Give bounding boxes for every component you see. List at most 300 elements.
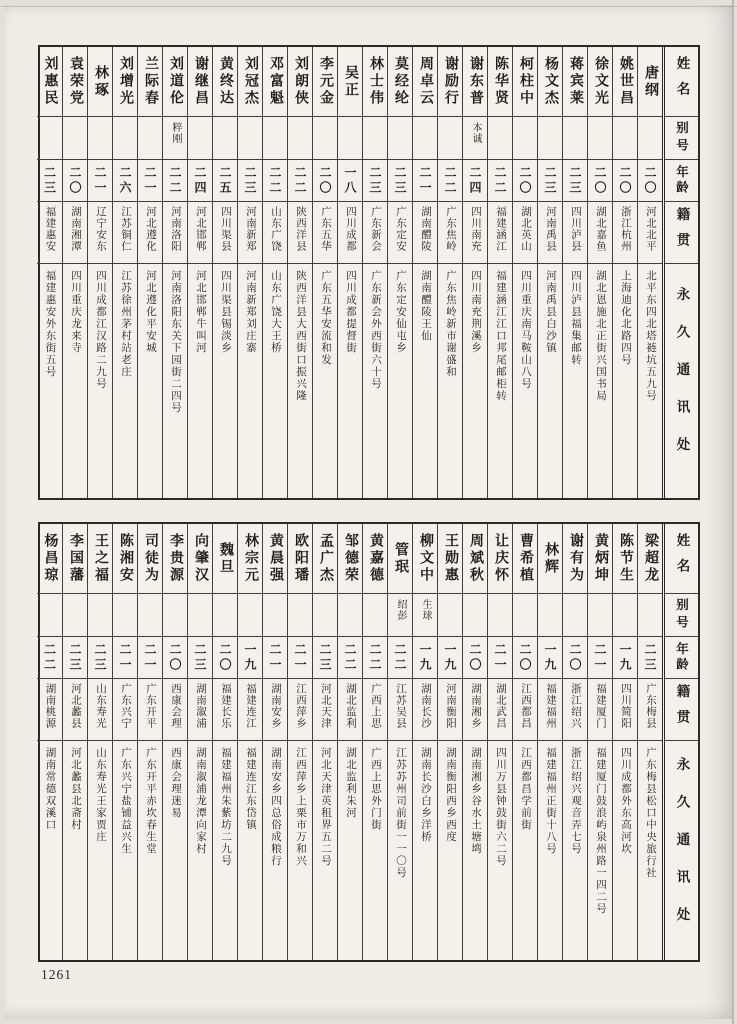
native-place-cell-text: 湖南长沙 [420, 683, 431, 729]
name-cell-text: 黄终达 [218, 56, 233, 107]
age-cell-text: 二四 [468, 165, 482, 196]
address-cell [538, 264, 562, 498]
address-cell-text: 广东五华安流和发 [320, 270, 331, 366]
native-place-cell [638, 202, 662, 264]
entry-column [412, 524, 437, 960]
entry-column [237, 47, 262, 498]
age-cell [288, 160, 312, 202]
native-place-cell-text: 湖南溆浦 [195, 683, 206, 729]
address-cell-text: 北平东四北塔裢坑五九号 [645, 270, 656, 402]
address-cell-text: 湖南湘乡谷水土塘塆 [470, 747, 481, 855]
alias-cell [638, 117, 662, 160]
native-place-cell [388, 679, 412, 741]
age-cell [313, 637, 337, 679]
native-place-cell-text: 广东定安 [395, 206, 406, 252]
address-cell-text: 四川南充荆溪乡 [470, 270, 481, 354]
age-cell [413, 637, 437, 679]
name-cell-text: 陈华贤 [493, 56, 508, 107]
header-alias-cell-text: 别号 [674, 120, 689, 156]
age-cell [88, 160, 112, 202]
native-place-cell-text: 江苏吴县 [395, 683, 406, 729]
alias-cell [163, 594, 187, 637]
age-cell [63, 637, 87, 679]
address-cell-text: 河南洛阳东关下园街二四号 [170, 270, 181, 414]
address-cell [338, 741, 362, 960]
entry-column [87, 47, 112, 498]
name-cell [613, 47, 637, 117]
address-cell [438, 264, 462, 498]
address-cell [63, 264, 87, 498]
age-cell-text: 二三 [193, 642, 207, 673]
native-place-cell [213, 202, 237, 264]
alias-cell [138, 117, 162, 160]
name-cell [138, 524, 162, 594]
address-cell-text: 湖南醴陵王仙 [420, 270, 431, 342]
address-cell-text: 福建福州正街十八号 [545, 747, 556, 855]
entry-column [337, 47, 362, 498]
entry-column [362, 47, 387, 498]
native-place-cell [238, 202, 262, 264]
name-cell-text: 邓富魁 [268, 56, 283, 107]
entry-column [587, 47, 612, 498]
address-cell [238, 741, 262, 960]
age-cell [513, 160, 537, 202]
name-cell-text: 向肇汉 [193, 533, 208, 584]
age-cell [113, 637, 137, 679]
header-alias-cell [665, 594, 698, 637]
alias-cell-text: 生球 [420, 599, 431, 621]
header-address-cell-text: 永久通讯处 [674, 287, 690, 475]
name-cell-text: 王勋惠 [443, 533, 458, 584]
native-place-cell [238, 679, 262, 741]
native-place-cell [63, 679, 87, 741]
native-place-cell-text: 河北北平 [645, 206, 656, 252]
name-cell [238, 47, 262, 117]
age-cell [163, 160, 187, 202]
age-cell-text: 二一 [118, 642, 132, 673]
address-cell [438, 741, 462, 960]
header-column [662, 47, 698, 498]
name-cell [613, 524, 637, 594]
native-place-cell-text: 湖南安乡 [270, 683, 281, 729]
native-place-cell [338, 679, 362, 741]
age-cell [313, 160, 337, 202]
native-place-cell [213, 679, 237, 741]
age-cell [263, 160, 287, 202]
age-cell-text: 二三 [643, 642, 657, 673]
name-cell-text: 刘惠民 [42, 56, 58, 107]
alias-cell-text: 本诚 [470, 122, 481, 144]
address-cell-text: 四川重庆龙来寺 [70, 270, 81, 354]
address-cell-text: 福建惠安外东街五号 [44, 270, 56, 378]
age-cell-text: 二〇 [643, 165, 657, 196]
age-cell-text: 二三 [68, 642, 82, 673]
name-cell-text: 谢继昌 [193, 56, 208, 107]
name-cell-text: 唐纲 [643, 64, 658, 99]
entry-column [487, 524, 512, 960]
native-place-cell-text: 河北蠡县 [70, 683, 81, 729]
entry-column [637, 47, 662, 498]
age-cell [263, 637, 287, 679]
native-place-cell-text: 浙江绍兴 [570, 683, 581, 729]
entry-column [237, 524, 262, 960]
entry-column [37, 524, 62, 960]
native-place-cell-text: 广东五华 [320, 206, 331, 252]
age-cell [213, 160, 237, 202]
alias-cell [413, 594, 437, 637]
native-place-cell [113, 679, 137, 741]
name-cell [538, 524, 562, 594]
address-cell [463, 741, 487, 960]
native-place-cell [563, 679, 587, 741]
address-cell-text: 河南新郑刘庄寨 [245, 270, 256, 354]
native-place-cell-text: 福建涵江 [495, 206, 506, 252]
address-cell [363, 741, 387, 960]
name-cell [588, 47, 612, 117]
native-place-cell-text: 山东寿光 [95, 683, 106, 729]
entry-column [187, 47, 212, 498]
directory-table-bottom [38, 522, 700, 962]
header-age-cell-text: 年龄 [674, 165, 689, 196]
age-cell-text: 二〇 [68, 165, 82, 196]
entry-column [137, 47, 162, 498]
alias-cell [163, 117, 187, 160]
name-cell [63, 524, 87, 594]
age-cell-text: 二〇 [518, 165, 532, 196]
native-place-cell [588, 679, 612, 741]
alias-cell [438, 117, 462, 160]
native-place-cell [313, 679, 337, 741]
entry-column [637, 524, 662, 960]
name-cell [438, 524, 462, 594]
age-cell [488, 637, 512, 679]
native-place-cell-text: 湖南湘乡 [470, 683, 481, 729]
native-place-cell-text: 浙江杭州 [620, 206, 631, 252]
entry-column [612, 524, 637, 960]
entry-column [162, 47, 187, 498]
name-cell-text: 刘冠杰 [243, 56, 258, 107]
name-cell [438, 47, 462, 117]
age-cell-text: 一九 [243, 642, 257, 673]
entry-column [62, 47, 87, 498]
address-cell [138, 264, 162, 498]
native-place-cell [188, 679, 212, 741]
alias-cell [488, 594, 512, 637]
age-cell-text: 二三 [393, 165, 407, 196]
header-name-cell [665, 524, 698, 594]
address-cell-text: 湖北监利朱河 [345, 747, 356, 819]
age-cell-text: 二〇 [593, 165, 607, 196]
alias-cell [588, 594, 612, 637]
native-place-cell [438, 679, 462, 741]
age-cell-text: 一九 [443, 642, 457, 673]
native-place-cell-text: 西康会理 [170, 683, 181, 729]
age-cell-text: 二三 [543, 165, 557, 196]
native-place-cell-text: 广东兴宁 [120, 683, 131, 729]
alias-cell [313, 594, 337, 637]
name-cell-text: 莫经纶 [393, 56, 408, 107]
name-cell-text: 徐文光 [593, 56, 608, 107]
name-cell-text: 黄炳坤 [593, 533, 608, 584]
native-place-cell [263, 202, 287, 264]
name-cell [338, 524, 362, 594]
address-cell [388, 741, 412, 960]
alias-cell [463, 117, 487, 160]
name-cell [363, 47, 387, 117]
address-cell-text: 广东焦岭新市谢盛和 [445, 270, 456, 378]
entry-column [137, 524, 162, 960]
address-cell-text: 河北蠡县北斋村 [70, 747, 81, 831]
native-place-cell-text: 广东梅县 [645, 683, 656, 729]
native-place-cell [488, 679, 512, 741]
age-cell-text: 二〇 [518, 642, 532, 673]
entry-column [162, 524, 187, 960]
age-cell [363, 160, 387, 202]
header-native-cell-text: 籍贯 [674, 207, 690, 258]
alias-cell [213, 594, 237, 637]
name-cell [513, 524, 537, 594]
address-cell-text: 四川成都江汉路二九号 [95, 270, 106, 390]
address-cell-text: 四川重庆南马鞍山八号 [520, 270, 531, 390]
name-cell [413, 524, 437, 594]
name-cell-text: 周卓云 [418, 56, 433, 107]
alias-cell [238, 594, 262, 637]
entry-column [612, 47, 637, 498]
address-cell [288, 741, 312, 960]
address-cell-text: 浙江绍兴观音弄七号 [570, 747, 581, 855]
name-cell-text: 林士伟 [368, 56, 383, 107]
header-alias-cell-text: 别号 [674, 597, 689, 633]
age-cell-text: 一九 [543, 642, 557, 673]
address-cell-text: 江西萍乡上栗市万和兴 [295, 747, 306, 867]
age-cell-text: 一九 [618, 642, 632, 673]
alias-cell [63, 117, 87, 160]
address-cell-text: 陕西洋县大西街口振兴隆 [295, 270, 306, 402]
scan-edge-artifact-top [0, 6, 737, 7]
age-cell-text: 二〇 [318, 165, 332, 196]
address-cell-text: 广东新会外西街六十号 [370, 270, 381, 390]
scan-edge-artifact-right [732, 0, 734, 1024]
native-place-cell [563, 202, 587, 264]
name-cell [163, 524, 187, 594]
alias-cell-text: 粹刚 [170, 122, 181, 144]
age-cell-text: 二三 [318, 642, 332, 673]
entry-column [412, 47, 437, 498]
alias-cell [88, 117, 112, 160]
native-place-cell [438, 202, 462, 264]
name-cell [263, 47, 287, 117]
address-cell-text: 广东开平赤坎春生堂 [145, 747, 156, 855]
age-cell [438, 637, 462, 679]
native-place-cell-text: 福建连江 [245, 683, 256, 729]
entry-column [262, 524, 287, 960]
native-place-cell [88, 679, 112, 741]
age-cell-text: 二一 [293, 642, 307, 673]
header-age-cell [665, 637, 698, 679]
native-place-cell-text: 江苏铜仁 [120, 206, 131, 252]
age-cell [463, 637, 487, 679]
name-cell [313, 47, 337, 117]
address-cell [138, 741, 162, 960]
address-cell [263, 264, 287, 498]
name-cell-text: 柳文中 [418, 533, 433, 584]
alias-cell [138, 594, 162, 637]
alias-cell [263, 117, 287, 160]
directory-table-top [38, 45, 700, 500]
name-cell-text: 梁超龙 [643, 533, 658, 584]
alias-cell [88, 594, 112, 637]
address-cell [213, 741, 237, 960]
address-cell [37, 264, 62, 498]
name-cell-text: 让庆怀 [493, 533, 508, 584]
age-cell [513, 637, 537, 679]
entry-column [87, 524, 112, 960]
age-cell-text: 二一 [143, 642, 157, 673]
native-place-cell-text: 广东焦岭 [445, 206, 456, 252]
name-cell-text: 兰际春 [143, 56, 158, 107]
name-cell [313, 524, 337, 594]
alias-cell [113, 117, 137, 160]
name-cell [388, 524, 412, 594]
entry-column [112, 47, 137, 498]
name-cell-text: 李贵源 [168, 533, 183, 584]
age-cell [638, 637, 662, 679]
address-cell [588, 741, 612, 960]
entry-column [537, 47, 562, 498]
address-cell-text: 江苏徐州茅村站老庄 [120, 270, 131, 378]
age-cell-text: 二〇 [218, 642, 232, 673]
name-cell [563, 47, 587, 117]
age-cell [213, 637, 237, 679]
alias-cell [588, 117, 612, 160]
alias-cell [363, 594, 387, 637]
entry-column [287, 47, 312, 498]
native-place-cell-text: 湖北英山 [520, 206, 531, 252]
age-cell-text: 二三 [243, 165, 257, 196]
entry-column [562, 47, 587, 498]
age-cell-text: 二〇 [618, 165, 632, 196]
name-cell [88, 524, 112, 594]
entry-column [512, 524, 537, 960]
native-place-cell [138, 679, 162, 741]
address-cell [488, 741, 512, 960]
address-cell [388, 264, 412, 498]
native-place-cell-text: 河北邯郸 [195, 206, 206, 252]
name-cell-text: 陈节生 [618, 533, 633, 584]
entry-column [187, 524, 212, 960]
address-cell-text: 湖北恩施北正街兴国书局 [595, 270, 606, 402]
native-place-cell [37, 679, 62, 741]
native-place-cell [413, 679, 437, 741]
alias-cell [188, 117, 212, 160]
name-cell [263, 524, 287, 594]
header-name-cell-text: 姓名 [674, 56, 690, 107]
age-cell-text: 二一 [143, 165, 157, 196]
name-cell [63, 47, 87, 117]
age-cell [238, 637, 262, 679]
address-cell [288, 264, 312, 498]
address-cell [113, 741, 137, 960]
name-cell [238, 524, 262, 594]
address-cell [63, 741, 87, 960]
native-place-cell-text: 河北遵化 [145, 206, 156, 252]
native-place-cell-text: 福建惠安 [44, 206, 56, 252]
address-cell-text: 广西上思外门街 [370, 747, 381, 831]
header-name-cell-text: 姓名 [674, 533, 690, 584]
name-cell-text: 杨文杰 [543, 56, 558, 107]
age-cell [438, 160, 462, 202]
native-place-cell-text: 四川成都 [345, 206, 356, 252]
address-cell-text: 上海迪化北路四号 [620, 270, 631, 366]
header-address-cell [665, 264, 698, 498]
alias-cell [513, 594, 537, 637]
native-place-cell-text: 江西萍乡 [295, 683, 306, 729]
entry-column [462, 47, 487, 498]
native-place-cell-text: 四川简阳 [620, 683, 631, 729]
age-cell [488, 160, 512, 202]
alias-cell [563, 594, 587, 637]
age-cell [63, 160, 87, 202]
native-place-cell [263, 679, 287, 741]
alias-cell [463, 594, 487, 637]
name-cell-text: 姚世昌 [618, 56, 633, 107]
native-place-cell-text: 广东开平 [145, 683, 156, 729]
age-cell [338, 637, 362, 679]
name-cell [188, 524, 212, 594]
name-cell-text: 周斌秋 [468, 533, 483, 584]
name-cell-text: 陈湘安 [118, 533, 133, 584]
native-place-cell-text: 湖北武昌 [495, 683, 506, 729]
address-cell [363, 264, 387, 498]
native-place-cell-text: 湖南湘潭 [70, 206, 81, 252]
address-cell-text: 福建厦门鼓浪屿泉州路一四二号 [595, 747, 606, 915]
header-alias-cell [665, 117, 698, 160]
address-cell [413, 264, 437, 498]
entry-column [262, 47, 287, 498]
entry-column [487, 47, 512, 498]
alias-cell [363, 117, 387, 160]
native-place-cell [388, 202, 412, 264]
native-place-cell [63, 202, 87, 264]
age-cell [37, 160, 62, 202]
name-cell [463, 524, 487, 594]
native-place-cell [538, 202, 562, 264]
age-cell-text: 二二 [168, 165, 182, 196]
age-cell [288, 637, 312, 679]
name-cell-text: 谢有为 [568, 533, 583, 584]
native-place-cell-text: 辽宁安东 [95, 206, 106, 252]
name-cell-text: 管珉 [393, 541, 408, 576]
age-cell [538, 160, 562, 202]
age-cell [113, 160, 137, 202]
age-cell-text: 二〇 [468, 642, 482, 673]
age-cell-text: 二一 [593, 642, 607, 673]
entry-column [537, 524, 562, 960]
native-place-cell-text: 广西上思 [370, 683, 381, 729]
native-place-cell-text: 福建福州 [545, 683, 556, 729]
name-cell [513, 47, 537, 117]
age-cell-text: 二一 [93, 165, 107, 196]
native-place-cell [288, 202, 312, 264]
entry-column [287, 524, 312, 960]
address-cell-text: 湖南安乡四总俗成粮行 [270, 747, 281, 867]
alias-cell [338, 594, 362, 637]
entry-column [337, 524, 362, 960]
alias-cell [638, 594, 662, 637]
age-cell-text: 一八 [343, 165, 357, 196]
header-age-cell [665, 160, 698, 202]
age-cell [188, 160, 212, 202]
